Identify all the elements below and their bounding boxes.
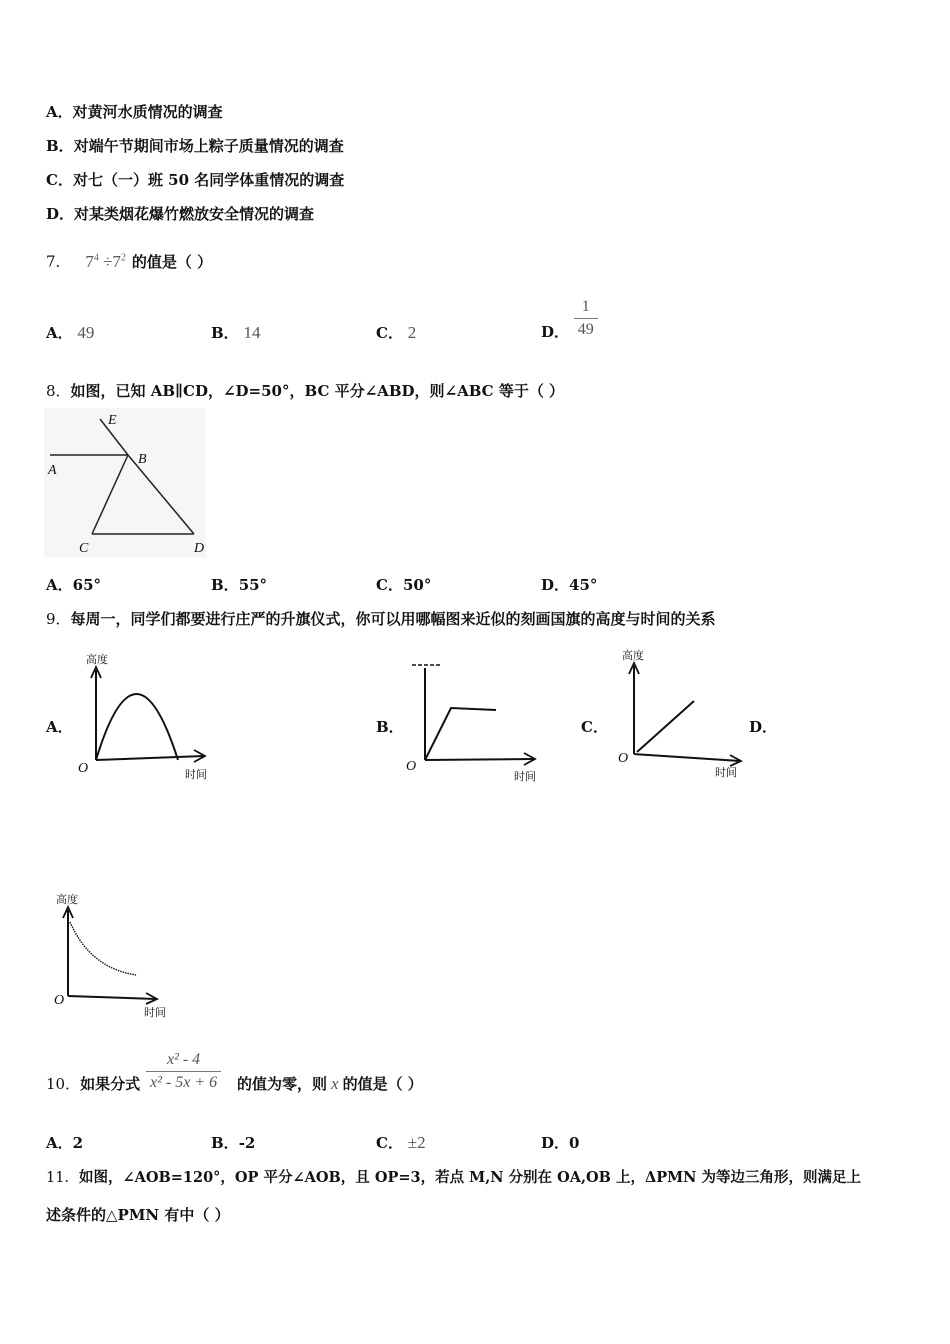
question-number: 10． bbox=[46, 1075, 81, 1093]
q9-text: 每周一，同学们都要进行庄严的升旗仪式，你可以用哪幅图来近似的刻画国旗的高度与时间的关系 bbox=[70, 610, 716, 628]
decay-curve bbox=[70, 922, 136, 975]
q11-line-2: 述条件的△PMN 有中（ ） bbox=[46, 1206, 230, 1224]
denominator: x² - 5x + 6 bbox=[150, 1074, 218, 1091]
q11-stem-line-2 bbox=[46, 1205, 230, 1225]
q9-graph-c bbox=[612, 644, 758, 780]
option-label: A． bbox=[46, 1134, 73, 1152]
option-label: B． bbox=[211, 1134, 239, 1152]
option-label: C． bbox=[376, 324, 403, 342]
option-label: C． bbox=[46, 171, 73, 189]
q6-option-c bbox=[46, 170, 344, 190]
option-value: 50° bbox=[402, 576, 432, 594]
option-value: 2 bbox=[407, 323, 417, 342]
option-label: C． bbox=[581, 718, 608, 736]
q10-fraction bbox=[146, 1049, 221, 1094]
q11-stem-line-1 bbox=[46, 1168, 861, 1188]
x-axis-label: 时间 bbox=[715, 766, 737, 779]
q7-suffix: 的值是（ ） bbox=[131, 252, 213, 271]
option-label: C． bbox=[376, 576, 403, 594]
q9-option-a bbox=[46, 717, 73, 737]
question-number: 9． bbox=[46, 610, 71, 628]
option-value: 0 bbox=[569, 1134, 580, 1152]
q10-option-d bbox=[541, 1133, 579, 1153]
label-d: D bbox=[194, 541, 205, 556]
option-text: 对某类烟花爆竹燃放安全情况的调查 bbox=[74, 205, 315, 223]
q10-stem-start bbox=[46, 1074, 140, 1094]
q7-option-d bbox=[541, 296, 598, 342]
q11-line-1: 如图，∠AOB=120°，OP 平分∠AOB，且 OP=3，若点 M,N 分别在 OA,OB 上，ΔPMN 为等边三角形，则满足上 bbox=[78, 1169, 861, 1186]
label-b: B bbox=[138, 452, 147, 467]
option-label: D． bbox=[541, 1134, 570, 1152]
variable-x: x bbox=[331, 1074, 339, 1093]
x-axis-label: 时间 bbox=[185, 768, 207, 781]
q10-stem-end bbox=[237, 1074, 423, 1094]
q8-option-c bbox=[376, 575, 431, 595]
option-label: A． bbox=[46, 718, 73, 736]
origin-label: O bbox=[406, 759, 417, 774]
q7-expression bbox=[85, 252, 126, 271]
q9-graph-a bbox=[76, 648, 226, 782]
divide-sign: ÷ bbox=[103, 251, 113, 271]
option-label: A． bbox=[46, 103, 73, 121]
q8-option-d bbox=[541, 575, 597, 595]
option-label: B． bbox=[376, 718, 404, 736]
parabola-curve bbox=[96, 694, 178, 760]
option-label: D． bbox=[749, 718, 778, 736]
question-number: 7． bbox=[46, 252, 71, 271]
y-axis-label: 高度 bbox=[56, 893, 78, 906]
q10-suffix: 的值是（ ） bbox=[342, 1075, 423, 1093]
q6-option-a bbox=[46, 102, 223, 122]
option-value: 65° bbox=[72, 576, 102, 594]
q7-fraction bbox=[574, 296, 598, 341]
y-axis-label: 高度 bbox=[622, 649, 644, 662]
option-text: 对黄河水质情况的调查 bbox=[72, 103, 223, 121]
option-value: -2 bbox=[238, 1134, 256, 1152]
option-text: 对七（一）班 50 名同学体重情况的调查 bbox=[72, 171, 345, 189]
q10-middle: 的值为零，则 bbox=[237, 1075, 328, 1093]
base-1: 7 bbox=[85, 251, 94, 271]
option-label: D． bbox=[541, 576, 570, 594]
option-label: A． bbox=[46, 576, 73, 594]
denominator: 49 bbox=[577, 321, 594, 338]
option-value: 55° bbox=[238, 576, 268, 594]
q7-stem bbox=[46, 248, 212, 272]
option-value: 2 bbox=[72, 1134, 84, 1152]
base-2: 7 bbox=[112, 251, 121, 271]
numerator: x² - 4 bbox=[146, 1049, 221, 1072]
q8-option-a bbox=[46, 575, 101, 595]
x-axis-label: 时间 bbox=[514, 770, 536, 783]
label-c: C bbox=[79, 541, 89, 556]
option-value: 45° bbox=[569, 576, 598, 594]
origin-label: O bbox=[78, 761, 89, 776]
q6-option-b bbox=[46, 136, 344, 156]
option-value: 14 bbox=[243, 323, 261, 342]
q10-option-a bbox=[46, 1133, 83, 1153]
q10-prefix: 如果分式 bbox=[80, 1075, 141, 1093]
straight-rise-line bbox=[637, 701, 694, 752]
q9-graph-d bbox=[50, 888, 190, 1022]
q9-option-c bbox=[581, 717, 608, 737]
figure-background bbox=[44, 408, 206, 558]
label-a: A bbox=[48, 463, 57, 478]
q8-option-b bbox=[211, 575, 267, 595]
q8-geometry-figure bbox=[44, 408, 214, 560]
q7-option-a bbox=[46, 323, 94, 343]
option-text: 对端午节期间市场上粽子质量情况的调查 bbox=[73, 137, 344, 155]
option-value: 49 bbox=[77, 323, 95, 342]
question-number: 11． bbox=[46, 1170, 79, 1186]
rise-then-flat-line bbox=[425, 708, 496, 760]
q7-option-b bbox=[211, 323, 260, 343]
q6-option-d bbox=[46, 204, 314, 224]
q8-stem bbox=[46, 381, 564, 401]
q8-text: 如图，已知 AB∥CD，∠D=50°，BC 平分∠ABD，则∠ABC 等于（ ） bbox=[70, 382, 565, 400]
numerator: 1 bbox=[574, 296, 598, 319]
option-label: C． bbox=[376, 1134, 403, 1152]
q7-option-c bbox=[376, 323, 416, 343]
q10-option-b bbox=[211, 1133, 255, 1153]
origin-label: O bbox=[618, 751, 629, 766]
exponent-1: 4 bbox=[93, 252, 99, 263]
origin-label: O bbox=[54, 993, 65, 1008]
option-label: B． bbox=[211, 576, 239, 594]
option-label: B． bbox=[211, 324, 239, 342]
option-label: A． bbox=[46, 324, 73, 342]
option-label: D． bbox=[541, 323, 570, 341]
q10-option-c bbox=[376, 1133, 426, 1153]
option-label: B． bbox=[46, 137, 74, 155]
q9-option-b bbox=[376, 717, 404, 737]
q9-graph-b bbox=[404, 656, 554, 784]
question-number: 8． bbox=[46, 382, 71, 400]
exponent-2: 2 bbox=[120, 252, 126, 263]
q9-option-d bbox=[749, 717, 777, 737]
label-e: E bbox=[108, 413, 117, 428]
x-axis-label: 时间 bbox=[144, 1006, 166, 1019]
q9-stem bbox=[46, 609, 716, 629]
y-axis-label: 高度 bbox=[86, 653, 108, 666]
option-value: ±2 bbox=[407, 1133, 426, 1152]
option-label: D． bbox=[46, 205, 75, 223]
